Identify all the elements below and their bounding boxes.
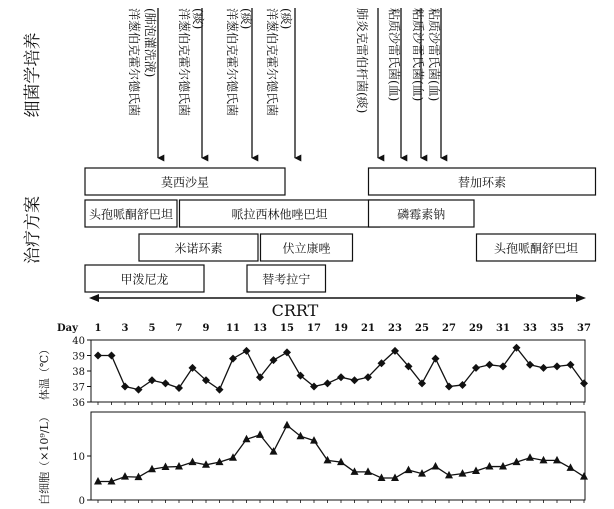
treatment-bar-label: 哌拉西林他唑巴坦 (231, 207, 328, 222)
y-tick-label: 10 (72, 452, 85, 463)
culture-annotation-text: (痰) (239, 8, 253, 30)
data-point (351, 376, 359, 384)
treatment-bar-label: 莫西沙星 (160, 175, 210, 190)
data-point (94, 352, 102, 360)
day-tick-label: 35 (550, 323, 564, 334)
treatment-bar-label: 替加环素 (457, 175, 507, 190)
culture-annotation-text: 洋葱伯克霍尔德氏菌 (177, 8, 191, 117)
y-tick-label: 38 (72, 367, 85, 378)
data-point (432, 355, 440, 363)
treatment-bar-label: 伏立康唑 (282, 241, 331, 256)
data-point (216, 386, 224, 394)
day-tick-label: 31 (496, 323, 510, 334)
data-point (135, 386, 143, 394)
y-tick-label: 39 (72, 351, 85, 363)
data-point (337, 373, 345, 381)
chart-frame (91, 412, 585, 500)
day-tick-labels (95, 323, 591, 334)
culture-annotation (177, 8, 206, 158)
data-point (121, 472, 129, 480)
culture-annotation (355, 8, 378, 158)
day-tick-label: 33 (523, 323, 537, 334)
data-point (351, 467, 359, 475)
day-tick-label: 21 (361, 323, 375, 334)
data-point (432, 462, 440, 470)
wbc-axis-label: 白细胞（×10⁹/L） (38, 411, 51, 505)
treatment-bars (85, 168, 596, 292)
day-tick-label: 11 (226, 323, 240, 334)
culture-annotation-text: 洋葱伯克霍尔德氏菌 (265, 8, 279, 117)
treatment-bar-label: 米诺环素 (174, 241, 223, 256)
y-tick-label: 37 (72, 382, 85, 394)
day-tick-label: 29 (469, 323, 483, 334)
data-point (283, 348, 291, 356)
data-point (297, 432, 305, 440)
day-tick-label: 9 (202, 323, 210, 334)
day-tick-label: 7 (175, 323, 183, 334)
treatment-bar (139, 234, 258, 261)
data-point (189, 458, 197, 466)
culture-annotation-text: (痰) (191, 8, 205, 30)
y-tick-label: 36 (72, 398, 85, 409)
data-point (526, 453, 534, 461)
data-point (94, 477, 102, 485)
treatment-bar (85, 168, 285, 195)
culture-annotation-text: 粘质沙雷氏菌(血) (411, 8, 425, 102)
data-point (553, 362, 561, 370)
data-point (324, 379, 332, 387)
culture-annotation-text: 洋葱伯克霍尔德氏菌 (225, 8, 239, 117)
day-tick-label: 3 (121, 323, 129, 334)
culture-annotation-text: 洋葱伯克霍尔德氏菌 (127, 8, 141, 117)
day-axis-label: Day (57, 323, 78, 334)
treatment-bar (477, 234, 596, 261)
culture-annotation (411, 8, 426, 158)
day-tick-label: 27 (442, 323, 456, 334)
treatment-bar (261, 234, 353, 261)
treatment-bar-label: 甲泼尼龙 (120, 272, 169, 287)
culture-annotation (387, 8, 402, 158)
data-point (486, 462, 494, 470)
culture-annotation (265, 8, 295, 158)
culture-annotation (127, 8, 158, 158)
culture-annotation-text: 粘质沙雷氏菌(血) (387, 8, 401, 102)
culture-section-label: 细菌学培养 (23, 32, 43, 118)
treatment-bar (85, 200, 177, 227)
treatment-bar (85, 265, 204, 292)
treatment-section-label: 治疗方案 (23, 196, 43, 264)
data-point (283, 421, 291, 429)
culture-annotation-text: (肺泡灌洗液) (143, 8, 157, 78)
treatment-bar-label: 头孢哌酮舒巴坦 (493, 241, 579, 256)
data-point (391, 474, 399, 482)
crrt-arrow-left (89, 294, 99, 302)
treatment-bar-label: 磷霉素钠 (397, 207, 446, 222)
series-line (98, 348, 584, 390)
data-point (486, 361, 494, 369)
data-point (553, 456, 561, 464)
data-point (108, 352, 116, 360)
data-point (405, 466, 413, 474)
temperature-axis-label: 体温（℃） (38, 343, 51, 401)
chart-frame (91, 340, 585, 402)
data-point (229, 355, 237, 363)
crrt-row (89, 294, 586, 320)
crrt-label: CRRT (271, 301, 319, 320)
day-tick-label: 23 (388, 323, 402, 334)
data-point (580, 472, 588, 480)
culture-annotation (225, 8, 254, 158)
data-point (175, 384, 183, 392)
treatment-bar-label: 替考拉宁 (262, 272, 311, 287)
day-tick-label: 5 (148, 323, 156, 334)
data-point (256, 430, 264, 438)
data-point (121, 383, 129, 391)
treatment-bar-label: 头孢哌酮舒巴坦 (88, 207, 174, 222)
data-point (445, 383, 453, 391)
culture-annotation-text: 肺炎克雷伯杆菌(痰) (355, 8, 369, 114)
temperature-chart (37, 336, 588, 409)
culture-annotations (127, 8, 442, 158)
treatment-bar (369, 200, 475, 227)
data-point (162, 379, 170, 387)
data-point (148, 376, 156, 384)
y-tick-label: 0 (78, 496, 85, 507)
data-point (135, 473, 143, 481)
y-tick-label: 40 (72, 336, 85, 347)
data-point (364, 467, 372, 475)
day-tick-label: 19 (334, 323, 348, 334)
culture-annotation-text: (痰) (279, 8, 293, 30)
data-point (540, 364, 548, 372)
crrt-arrow-right (576, 294, 586, 302)
day-tick-label: 37 (577, 323, 591, 334)
wbc-chart (38, 411, 588, 507)
data-point (162, 463, 170, 471)
treatment-bar (369, 168, 596, 195)
day-tick-label: 13 (253, 323, 267, 334)
day-tick-label: 1 (94, 323, 102, 334)
culture-annotation-text: 粘质沙雷氏菌(血) (427, 8, 441, 102)
day-tick-label: 25 (415, 323, 429, 334)
data-point (243, 347, 251, 355)
day-tick-label: 15 (280, 323, 294, 334)
treatment-bar (180, 200, 380, 227)
data-point (567, 463, 575, 471)
culture-annotation (427, 8, 442, 158)
treatment-bar (247, 265, 326, 292)
day-tick-label: 17 (307, 323, 321, 334)
series-line (98, 425, 584, 481)
